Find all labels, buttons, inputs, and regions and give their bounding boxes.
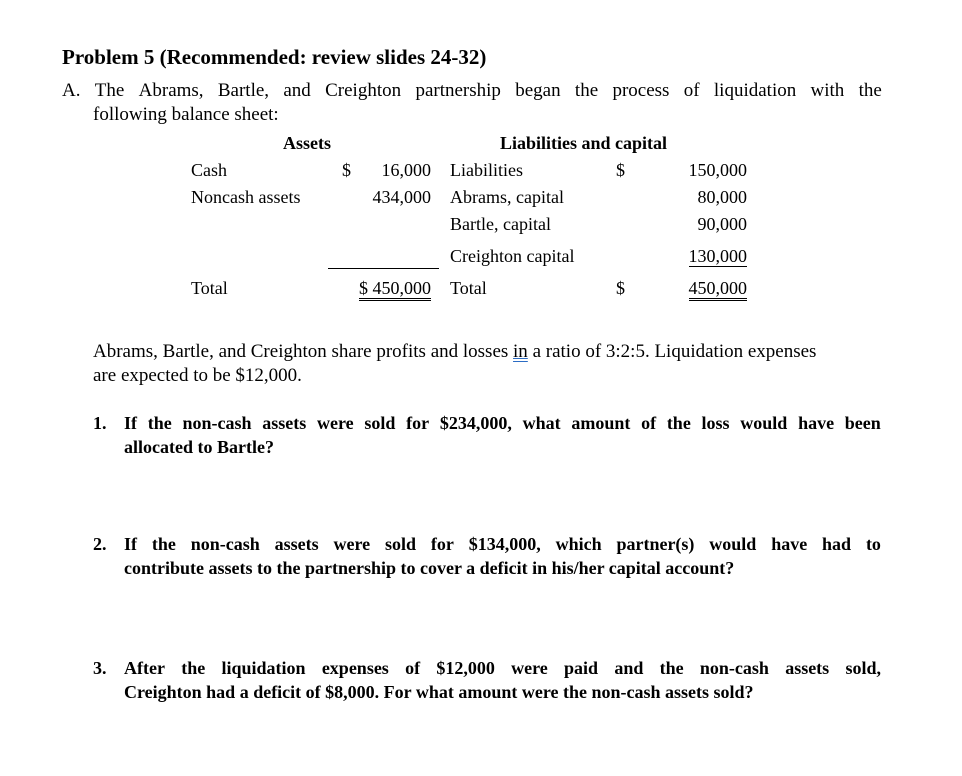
q-word: the — [181, 658, 206, 678]
q-word: of — [641, 413, 657, 433]
q-word: what — [522, 413, 561, 433]
intro-line-1 — [62, 80, 882, 102]
q-word: to — [865, 534, 881, 554]
liab-total-currency: $ — [616, 278, 625, 298]
q-word: have — [798, 413, 835, 433]
question-line-2: contribute assets to the partnership to cover a deficit in his/her capital account? — [124, 558, 735, 578]
question-number: 1. — [93, 413, 107, 433]
assets-total-value: $ 450,000 — [359, 278, 431, 301]
liab-label-bartle: Bartle, capital — [450, 214, 551, 234]
q-word: assets — [274, 534, 319, 554]
problem-title: Problem 5 (Recommended: review slides 24-32) — [62, 45, 487, 69]
q-word: had — [822, 534, 852, 554]
ratio-text-in: in — [513, 341, 528, 362]
intro-word: Abrams, — [138, 80, 204, 101]
intro-word: Bartle, — [217, 80, 270, 101]
intro-word: liquidation — [713, 80, 797, 101]
ratio-paragraph-line-1 — [93, 341, 816, 363]
intro-label: A. — [62, 80, 81, 101]
q-word: $234,000, — [439, 413, 512, 433]
q-word: assets — [785, 658, 830, 678]
assets-subtotal-rule — [328, 268, 439, 269]
liab-total-value: 450,000 — [689, 278, 748, 301]
liab-amount-liabilities: 150,000 — [688, 160, 747, 180]
assets-total-label: Total — [191, 278, 228, 298]
q-word: If — [124, 413, 137, 433]
q-word: non-cash — [182, 413, 252, 433]
liab-label-liabilities: Liabilities — [450, 160, 523, 180]
liab-label-creighton: Creighton capital — [450, 246, 575, 266]
question-line-2: allocated to Bartle? — [124, 437, 274, 457]
asset-label-cash: Cash — [191, 160, 227, 180]
intro-word: and — [283, 80, 311, 101]
q-word: the — [151, 534, 176, 554]
q-word: expenses — [321, 658, 389, 678]
intro-word: of — [683, 80, 700, 101]
asset-amount-noncash: 434,000 — [372, 187, 431, 207]
q-word: If — [124, 534, 137, 554]
liab-total-label: Total — [450, 278, 487, 298]
q-word: sold — [384, 534, 417, 554]
q-word: sold — [364, 413, 396, 433]
intro-word: partnership — [415, 80, 501, 101]
intro-word: The — [94, 80, 125, 101]
q-word: $12,000 — [436, 658, 495, 678]
question-line-2: Creighton had a deficit of $8,000. For what amount were the non-cash assets sold? — [124, 682, 754, 702]
intro-line-2: following balance sheet: — [93, 104, 279, 125]
q-word: $134,000, — [468, 534, 541, 554]
q-word: paid — [564, 658, 599, 678]
ratio-paragraph-line-2: are expected to be $12,000. — [93, 365, 302, 386]
intro-word: with — [810, 80, 845, 101]
question-number: 3. — [93, 658, 107, 678]
q-word: sold, — [845, 658, 881, 678]
q-word: would — [709, 534, 757, 554]
ratio-text-a: Abrams, Bartle, and Creighton share profits and losses — [93, 341, 514, 362]
q-word: amount — [571, 413, 631, 433]
q-word: the — [147, 413, 172, 433]
assets-total-amount — [330, 278, 431, 299]
intro-word: the — [574, 80, 599, 101]
q-word: non-cash — [190, 534, 260, 554]
intro-word: began — [515, 80, 561, 101]
assets-header: Assets — [283, 133, 331, 153]
liab-total-amount — [660, 278, 747, 299]
q-word: which — [555, 534, 602, 554]
q-word: partner(s) — [616, 534, 695, 554]
intro-word: Creighton — [325, 80, 402, 101]
q-word: and — [614, 658, 644, 678]
asset-currency-cash: $ — [342, 160, 351, 180]
liab-currency-liabilities: $ — [616, 160, 625, 180]
q-word: have — [771, 534, 808, 554]
q-word: loss — [701, 413, 730, 433]
q-word: of — [405, 658, 421, 678]
q-word: been — [844, 413, 881, 433]
q-word: for — [406, 413, 430, 433]
asset-label-noncash: Noncash assets — [191, 187, 301, 207]
q-word: were — [333, 534, 371, 554]
q-word: for — [430, 534, 454, 554]
liab-amount-creighton — [660, 246, 747, 267]
liab-amount-abrams: 80,000 — [697, 187, 747, 207]
intro-word: the — [858, 80, 882, 101]
q-word: were — [316, 413, 354, 433]
q-word: assets — [262, 413, 307, 433]
q-word: the — [666, 413, 691, 433]
q-word: liquidation — [221, 658, 306, 678]
q-word: would — [740, 413, 788, 433]
question-line-1 — [124, 658, 881, 679]
question-number: 2. — [93, 534, 107, 554]
ratio-text-c: a ratio of 3:2:5. Liquidation expenses — [527, 341, 817, 362]
liabilities-header: Liabilities and capital — [500, 133, 668, 153]
question-line-1 — [124, 534, 881, 555]
liab-amount-bartle: 90,000 — [697, 214, 747, 234]
q-word: After — [124, 658, 165, 678]
question-line-1 — [124, 413, 881, 434]
liab-label-abrams: Abrams, capital — [450, 187, 564, 207]
liab-amount-creighton-value: 130,000 — [688, 246, 747, 266]
q-word: the — [659, 658, 684, 678]
asset-amount-cash: 16,000 — [381, 160, 431, 180]
q-word: non-cash — [699, 658, 769, 678]
q-word: were — [511, 658, 548, 678]
intro-word: process — [612, 80, 670, 101]
